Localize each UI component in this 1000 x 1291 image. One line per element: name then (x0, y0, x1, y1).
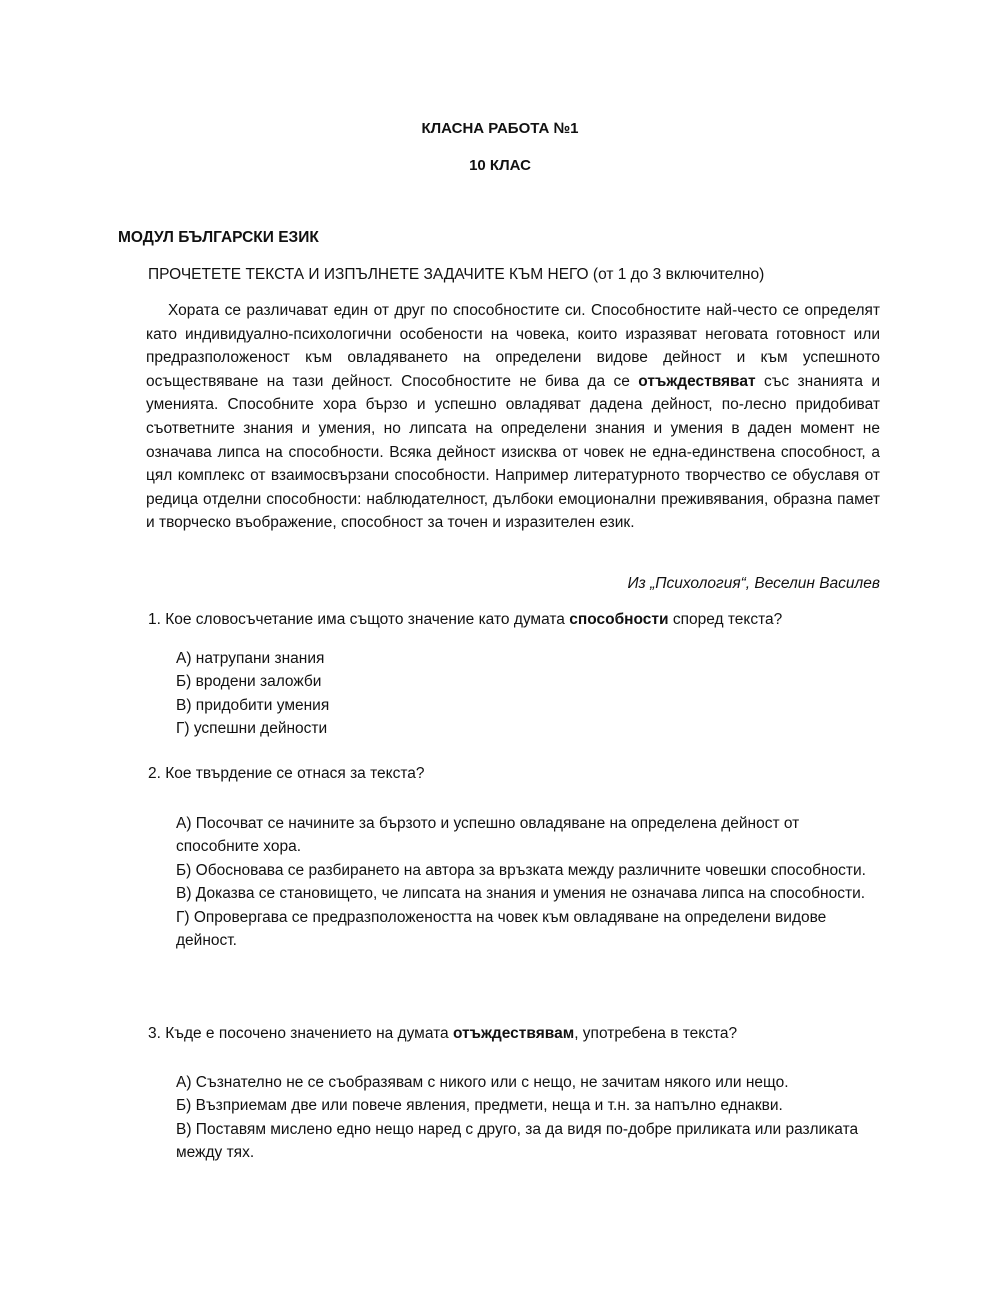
passage-bold-word: отъждествяват (638, 372, 756, 390)
question-2-option-c[interactable]: В) Доказва се становището, че липсата на знания и умения не означава липса на способности. (176, 885, 866, 903)
question-3-bold: отъждествявам (452, 1025, 575, 1042)
question-2-options (176, 812, 876, 952)
module-title: МОДУЛ БЪЛГАРСКИ ЕЗИК (118, 229, 319, 246)
question-3-suffix: , употребена в текста? (574, 1025, 738, 1042)
question-1-option-d[interactable]: Г) успешни дейности (176, 720, 328, 738)
question-3 (148, 1025, 737, 1043)
question-1-option-a[interactable]: А) натрупани знания (176, 650, 325, 667)
question-1-option-c[interactable]: В) придобити умения (176, 696, 330, 714)
question-3-options (176, 1071, 876, 1165)
question-3-option-a[interactable]: А) Съзнателно не се съобразявам с никого или с нещо, не зачитам някого или нещо. (176, 1074, 789, 1091)
question-3-prefix: 3. Къде е посочено значението на думата (148, 1025, 453, 1042)
reading-passage (146, 299, 880, 535)
question-1-bold: способности (569, 611, 669, 628)
grade-label: 10 КЛАС (469, 157, 531, 174)
question-1-prefix: 1. Кое словосъчетание има същото значение като думата (148, 611, 570, 628)
instructions: ПРОЧЕТЕТЕ ТЕКСТА И ИЗПЪЛНЕТЕ ЗАДАЧИТЕ КЪМ НЕГО (от 1 до 3 включително) (148, 266, 765, 283)
question-3-option-c[interactable]: В) Поставям мислено едно нещо наред с друго, за да видя по-добре приликата или разликата между тях. (176, 1120, 859, 1162)
question-2-option-b[interactable]: Б) Обосновава се разбирането на автора за връзката между различните човешки способности. (176, 861, 866, 879)
passage-text-1: Хората се различават един от друг по способностите си. Способностите най-често се определят като индивидуално-психологични особености на човека, които изразяват неговата готовност или предразположеност към овладяването на определени видове дейност и към успешното осъществяване на тази дейност. Способностите не бива да се (146, 302, 880, 390)
question-2-option-d[interactable]: Г) Опровергава се предразположеността на човек към овладяване на определени видове дейност. (176, 908, 827, 950)
question-2-option-a[interactable]: А) Посочват се начините за бързото и успешно овладяване на определена дейност от способните хора. (176, 815, 800, 856)
question-3-option-b[interactable]: Б) Възприемам две или повече явления, предмети, неща и т.н. за напълно еднакви. (176, 1097, 783, 1115)
passage-text-2: със знанията и уменията. Способните хора бързо и успешно овладяват дадена дейност, по-лесно придобиват съответните знания и умения, но липсата на определени знания и умения в даден момент не означава липса на способности. Всяка дейност изисква от човек не една-единствена способност, а цял комплекс от взаимосвързани способности. Например литературното творчество се обуславя от редица отделни способности: наблюдателност, дълбоки емоционални преживявания, образна памет и творческо въображение, способност за точен и изразителен език. (146, 372, 880, 532)
worksheet-title: КЛАСНА РАБОТА №1 (421, 120, 579, 137)
question-1-suffix: според текста? (668, 611, 783, 628)
question-1 (148, 611, 782, 629)
question-2 (148, 765, 425, 783)
passage-source: Из „Психология“, Веселин Василев (627, 575, 880, 592)
question-1-option-b[interactable]: Б) вродени заложби (176, 673, 322, 691)
question-2-prefix: 2. Кое твърдение се отнася за текста? (148, 765, 425, 782)
question-1-options (176, 647, 876, 741)
